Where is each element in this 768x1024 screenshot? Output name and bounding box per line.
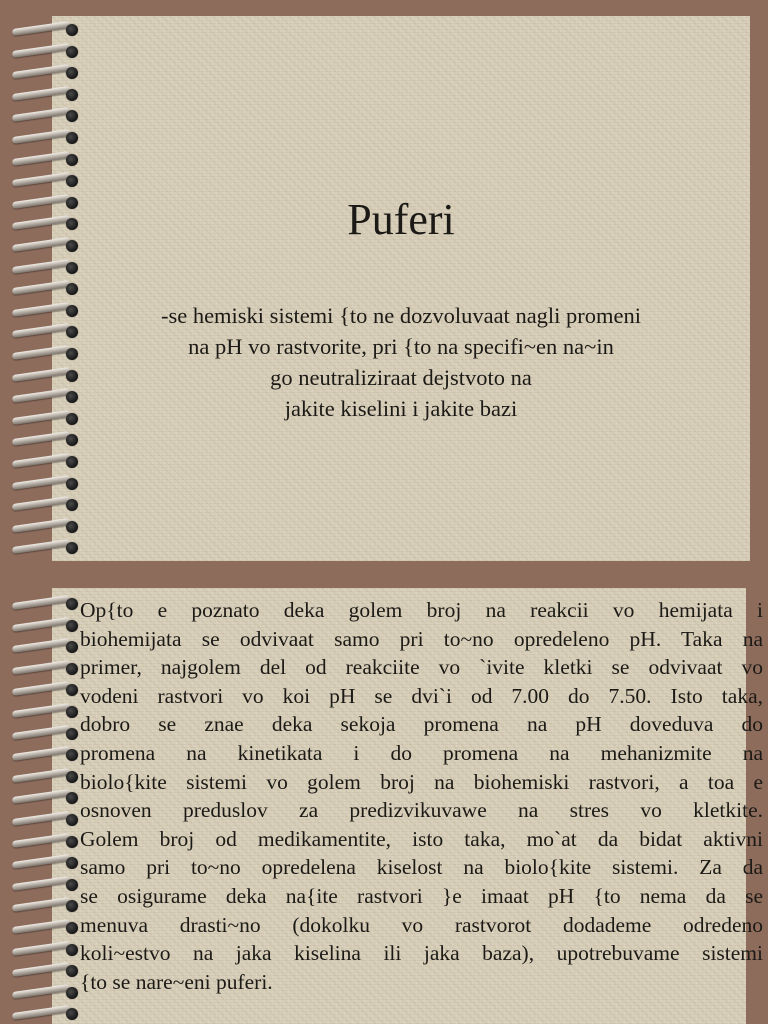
spiral-ring-icon [12, 519, 80, 535]
slide-subtitle [52, 300, 750, 424]
spiral-ring-icon [12, 985, 80, 1001]
spiral-ring-icon [12, 639, 80, 655]
paragraph-line: se osigurame deka na{ite rastvori }e imaat pH {to nema da se [80, 883, 763, 908]
spiral-ring-icon [12, 87, 80, 103]
spiral-ring-icon [12, 281, 80, 297]
spiral-ring-icon [12, 540, 80, 556]
spiral-ring-icon [12, 260, 80, 276]
subtitle-line: -se hemiski sistemi {to ne dozvoluvaat nagli promeni [160, 303, 642, 328]
subtitle-line: na pH vo rastvorite, pri {to na specifi~en na~in [188, 334, 614, 359]
spiral-ring-icon [12, 898, 80, 914]
spiral-ring-icon [12, 747, 80, 763]
spiral-ring-icon [12, 942, 80, 958]
spiral-ring-icon [12, 108, 80, 124]
paragraph-line: osnoven preduslov za predizvikuvawe na stres vo kletkite. [80, 798, 763, 823]
paragraph-line: dobro se znae deka sekoja promena na pH doveduva do [80, 712, 763, 737]
paragraph-line: samo pri to~no opredelena kiselost na biolo{kite sistemi. Za da [80, 855, 763, 880]
paper-background [52, 16, 750, 561]
spiral-binding-icon [0, 0, 90, 578]
spiral-ring-icon [12, 855, 80, 871]
paragraph-line: biohemijata se odvivaat samo pri to~no opredeleno pH. Taka na [80, 626, 763, 651]
spiral-ring-icon [12, 877, 80, 893]
spiral-ring-icon [12, 44, 80, 60]
paragraph-line: primer, najgolem del od reakciite vo `ivite kletki se odvivaat vo [80, 655, 763, 680]
spiral-ring-icon [12, 618, 80, 634]
spiral-ring-icon [12, 432, 80, 448]
paragraph-line: menuva drasti~no (dokolku vo rastvorot dodademe odredeno [80, 912, 763, 937]
spiral-ring-icon [12, 704, 80, 720]
spiral-ring-icon [12, 726, 80, 742]
spiral-ring-icon [12, 790, 80, 806]
spiral-ring-icon [12, 920, 80, 936]
spiral-ring-icon [12, 476, 80, 492]
spiral-ring-icon [12, 152, 80, 168]
spiral-ring-icon [12, 812, 80, 828]
spiral-ring-icon [12, 65, 80, 81]
spiral-ring-icon [12, 173, 80, 189]
paragraph-line: {to se nare~eni puferi. [80, 969, 273, 994]
subtitle-line: go neutraliziraat dejstvoto na [270, 365, 532, 390]
spiral-ring-icon [12, 963, 80, 979]
paragraph-line: biolo{kite sistemi vo golem broj na biohemiski rastvori, a toa e [80, 769, 763, 794]
paragraph-line: Golem broj od medikamentite, isto taka, mo`at da bidat aktivni [80, 826, 763, 851]
paragraph-line: Op{to e poznato deka golem broj na reakcii vo hemijata i [80, 598, 763, 622]
subtitle-line: jakite kiselini i jakite bazi [284, 396, 518, 421]
spiral-ring-icon [12, 834, 80, 850]
spiral-ring-icon [12, 22, 80, 38]
body-paragraph [80, 596, 763, 996]
spiral-ring-icon [12, 454, 80, 470]
spiral-ring-icon [12, 596, 80, 612]
spiral-ring-icon [12, 769, 80, 785]
paragraph-line: promena na kinetikata i do promena na mehanizmite na [80, 740, 763, 765]
spiral-ring-icon [12, 130, 80, 146]
spiral-ring-icon [12, 661, 80, 677]
spiral-ring-icon [12, 497, 80, 513]
paragraph-line: vodeni rastvori vo koi pH se dvi`i od 7.00 do 7.50. Isto taka, [80, 683, 763, 708]
spiral-ring-icon [12, 1006, 80, 1022]
paragraph-line: koli~estvo na jaka kiselina ili jaka baza), upotrebuvame sistemi [80, 941, 763, 966]
slide-title-heading: Puferi [347, 195, 455, 244]
slide-content [0, 578, 768, 1024]
spiral-binding-icon [0, 578, 90, 1024]
spiral-ring-icon [12, 682, 80, 698]
